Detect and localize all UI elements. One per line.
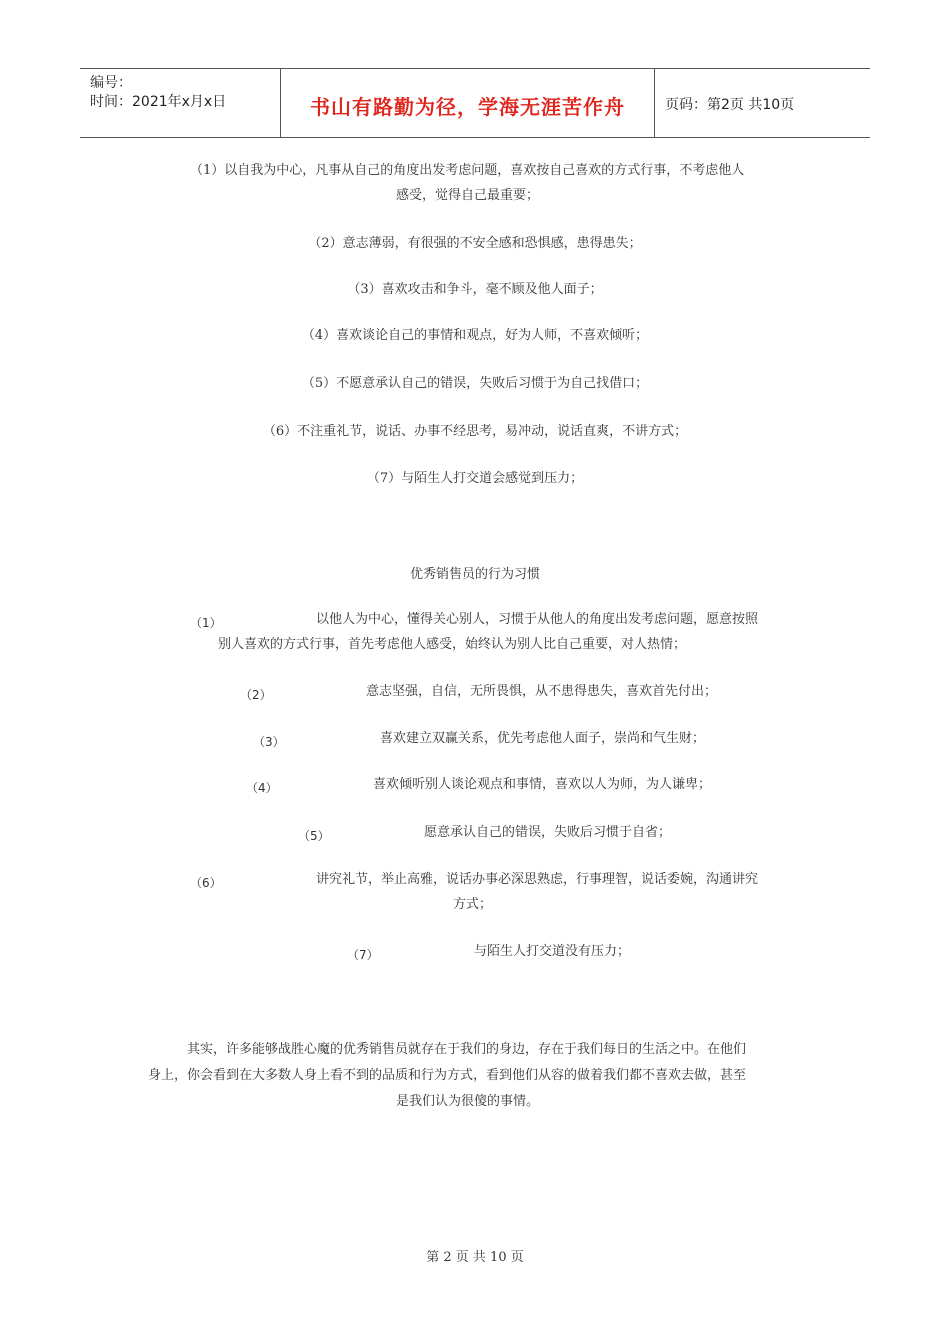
list-item-number: （7） (347, 948, 379, 962)
paragraph-line: 身上，你会看到在大多数人身上看不到的品质和行为方式，看到他们从容的做着我们都不喜欢去做，甚至 (148, 1068, 747, 1083)
list-item: （2）意志薄弱，有很强的不安全感和恐惧感，患得患失； (308, 236, 642, 251)
page-footer: 第 2 页 共 10 页 (426, 1250, 524, 1265)
header-page-cell (655, 69, 870, 137)
list-item-number: （4） (246, 781, 278, 795)
list-item: （7）与陌生人打交道会感觉到压力； (366, 471, 584, 486)
document-number-label: 编号： (90, 75, 132, 91)
list-item: （1）以自我为中心，凡事从自己的角度出发考虑问题，喜欢按自己喜欢的方式行事，不考虑他人 (190, 163, 745, 178)
header-page-info: 页码：第2页 共10页 (665, 97, 795, 113)
list-item: （5）不愿意承认自己的错误，失败后习惯于为自己找借口； (301, 376, 649, 391)
list-item: 喜欢倾听别人谈论观点和事情，喜欢以人为师，为人谦卑； (373, 777, 712, 792)
list-item: （4）喜欢谈论自己的事情和观点，好为人师，不喜欢倾听； (301, 328, 649, 343)
section-title: 优秀销售员的行为习惯 (409, 567, 540, 582)
list-item: 讲究礼节，举止高雅，说话办事必深思熟虑，行事理智，说话委婉，沟通讲究 (316, 872, 759, 887)
list-item: 以他人为中心，懂得关心别人，习惯于从他人的角度出发考虑问题，愿意按照 (316, 612, 759, 627)
list-item-number: （6） (190, 876, 222, 890)
list-item: 与陌生人打交道没有压力； (474, 944, 631, 959)
header-meta-cell (80, 69, 281, 137)
list-item: 喜欢建立双赢关系，优先考虑他人面子，崇尚和气生财； (380, 731, 706, 746)
list-item: 愿意承认自己的错误，失败后习惯于自省； (424, 825, 672, 840)
paragraph-line: 其实，许多能够战胜心魔的优秀销售员就存在于我们的身边，存在于我们每日的生活之中。在他们 (187, 1042, 747, 1057)
page-header (80, 68, 870, 138)
document-date-label: 时间：2021年x月x日 (90, 94, 227, 110)
list-item-continuation: 方式； (453, 897, 493, 912)
list-item-number: （1） (190, 616, 222, 630)
list-item-number: （5） (298, 829, 330, 843)
list-item-continuation: 感受，觉得自己最重要； (396, 188, 540, 203)
list-item: （6）不注重礼节，说话、办事不经思考，易冲动，说话直爽，不讲方式； (262, 424, 688, 439)
list-item-number: （2） (240, 688, 272, 702)
header-motto-cell (281, 69, 655, 137)
paragraph-line: 是我们认为很傻的事情。 (396, 1094, 540, 1109)
list-item-number: （3） (253, 735, 285, 749)
list-item: （3）喜欢攻击和争斗，毫不顾及他人面子； (347, 282, 603, 297)
header-motto: 书山有路勤为径，学海无涯苦作舟 (310, 95, 625, 119)
list-item-continuation: 别人喜欢的方式行事，首先考虑他人感受，始终认为别人比自己重要，对人热情； (218, 637, 687, 652)
list-item: 意志坚强，自信，无所畏惧，从不患得患失，喜欢首先付出； (366, 684, 718, 699)
